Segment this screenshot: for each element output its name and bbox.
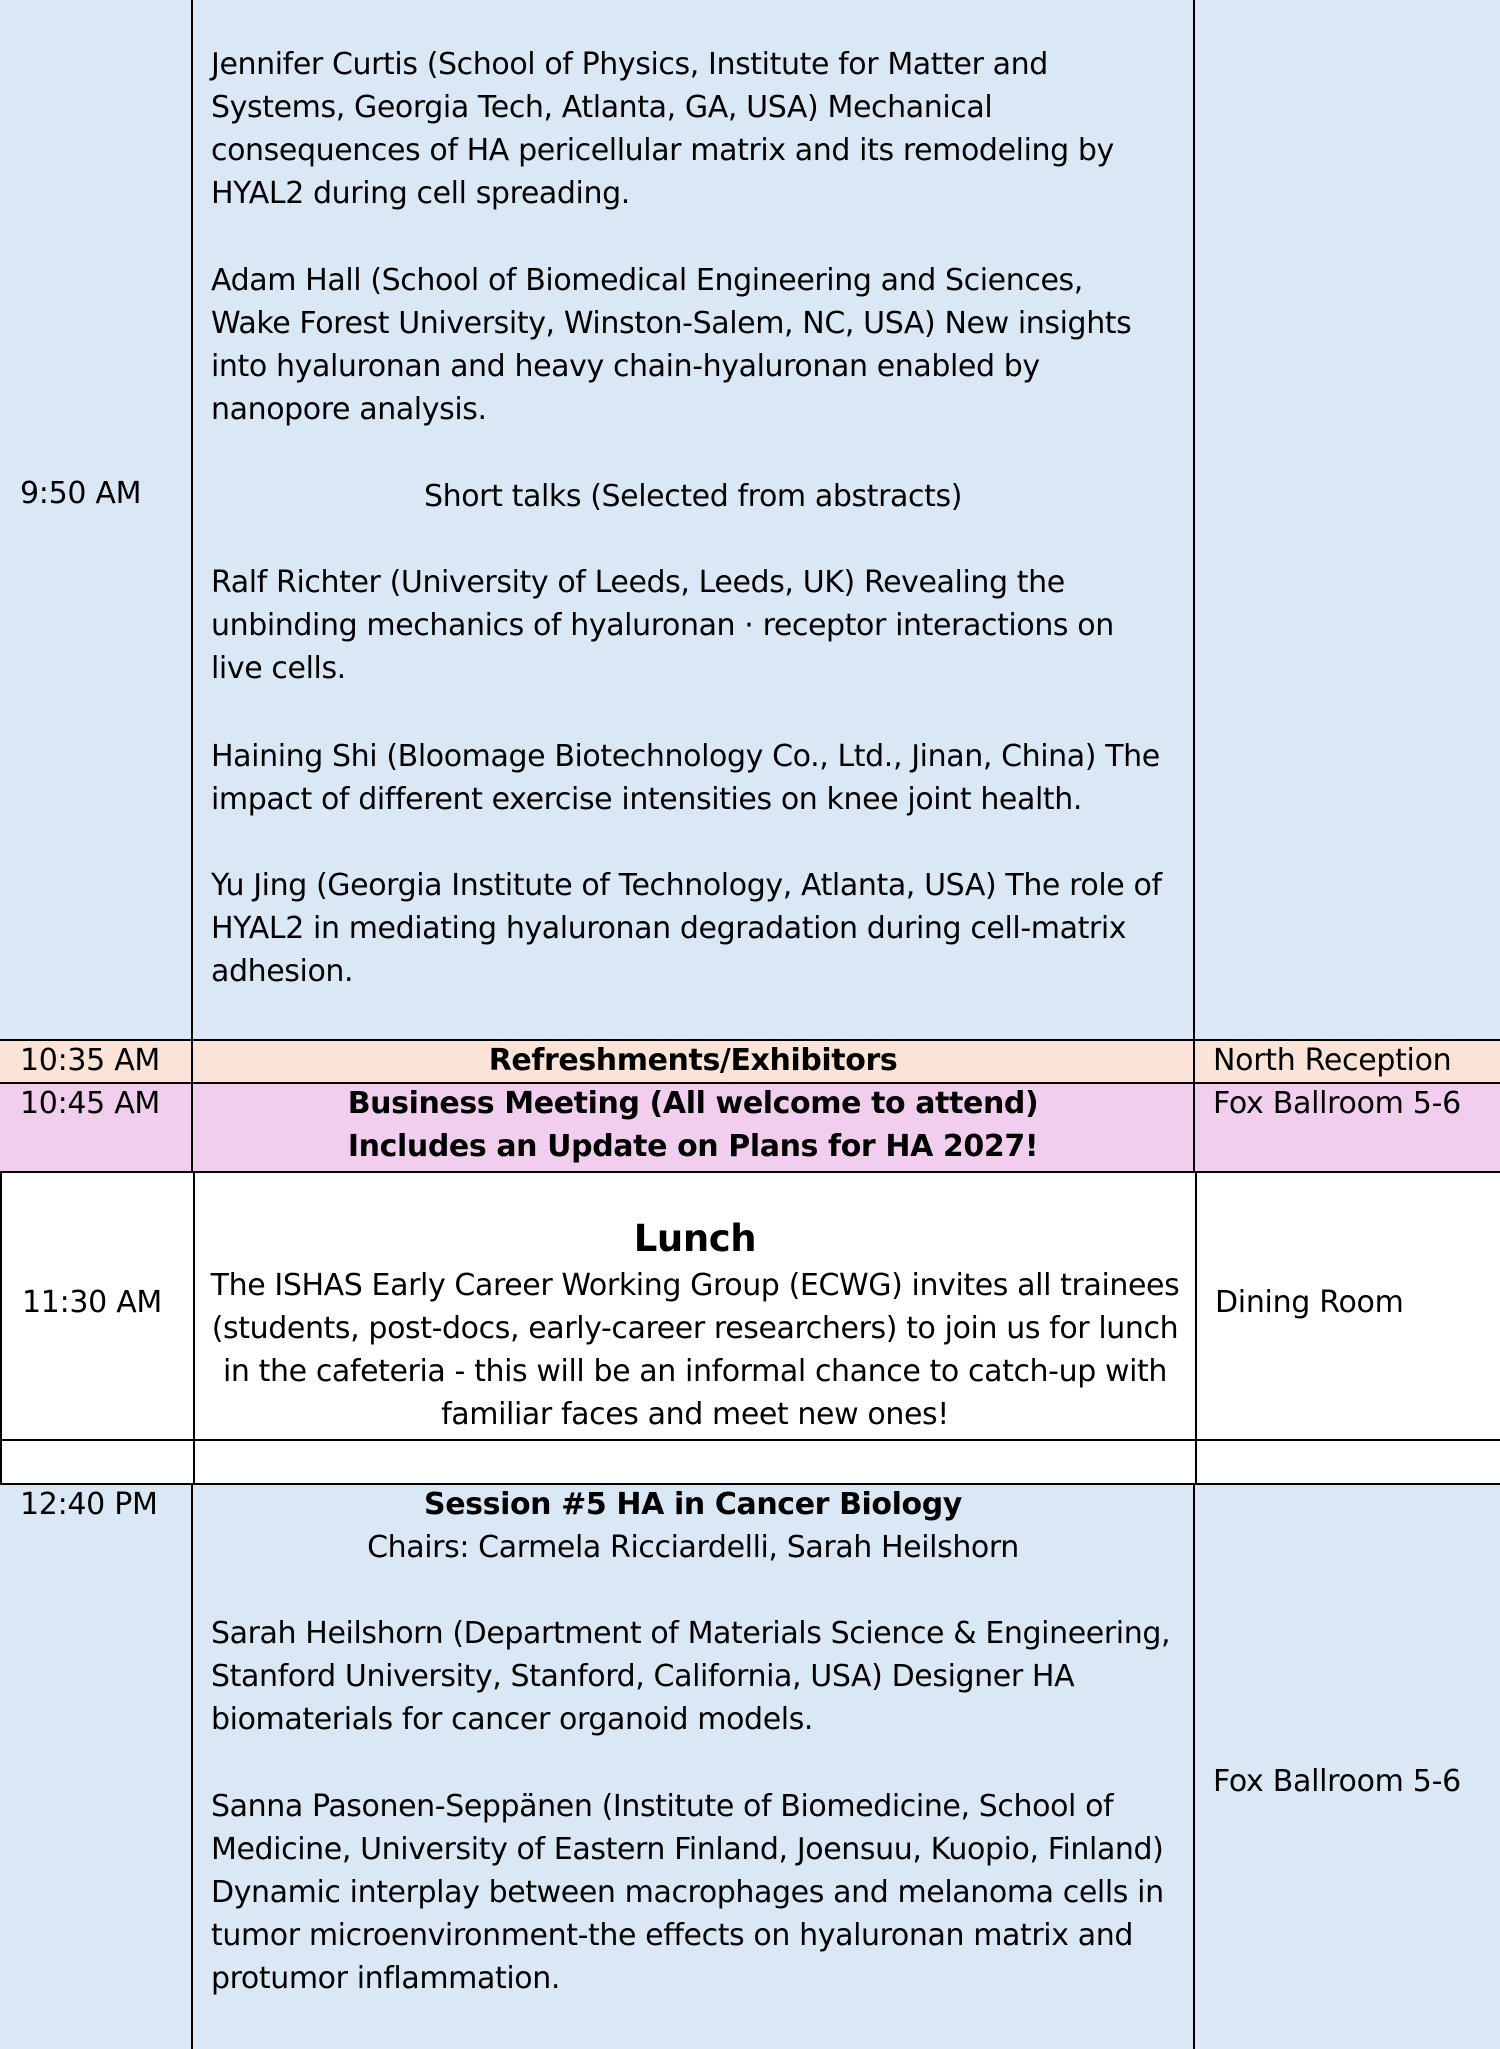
talk-item: Yu Jing (Georgia Institute of Technology, Atlanta, USA) The role of HYAL2 in mediating hyaluronan degradation during cell-matrix adhesion.: [211, 868, 1162, 989]
talk-item: Adam Hall (School of Biomedical Engineering and Sciences, Wake Forest University, Winston-Salem, NC, USA) New insights into hyaluronan and heavy chain-hyaluronan enabled by nanopore analysis.: [211, 263, 1132, 427]
lunch-description: The ISHAS Early Career Working Group (ECWG) invites all trainees (students, post-docs, early-career researchers) to join us for lunch in the cafeteria - this will be an informal chance to catch-up with familiar faces and meet new ones!: [210, 1268, 1180, 1432]
session-chairs: Chairs: Carmela Ricciardelli, Sarah Heilshorn: [367, 1530, 1019, 1565]
session-title: Session #5 HA in Cancer Biology: [424, 1487, 962, 1522]
content-cell: [193, 1485, 1195, 2049]
content-cell: [193, 1041, 1195, 1083]
event-subtitle: Includes an Update on Plans for HA 2027!: [347, 1129, 1039, 1164]
short-talks-heading: Short talks (Selected from abstracts): [423, 479, 963, 514]
time-cell: [2, 1173, 195, 1441]
session-time: 10:35 AM: [20, 1043, 160, 1078]
session-time: 9:50 AM: [20, 476, 142, 511]
talk-item: Ralf Richter (University of Leeds, Leeds, UK) Revealing the unbinding mechanics of hyaluronan · receptor interactions on live cells.: [211, 565, 1114, 686]
time-cell: [0, 1084, 193, 1172]
session-time: 12:40 PM: [20, 1487, 158, 1522]
talk-item: Haining Shi (Bloomage Biotechnology Co., Ltd., Jinan, China) The impact of different exercise intensities on knee joint health.: [211, 739, 1160, 817]
session-row-1035: [0, 1039, 1500, 1083]
room-cell: [1197, 1173, 1500, 1441]
session-time: 11:30 AM: [22, 1285, 162, 1320]
room-name: Fox Ballroom 5-6: [1213, 1764, 1461, 1799]
time-cell: [0, 1041, 193, 1083]
session-time: 10:45 AM: [20, 1086, 160, 1121]
content-cell: [193, 1084, 1195, 1172]
room-cell: [1195, 1485, 1500, 2049]
room-cell: [1197, 1441, 1500, 1485]
time-cell: [0, 1485, 193, 2049]
session-row-1045: [0, 1082, 1500, 1172]
room-cell: [1195, 1084, 1500, 1172]
content-cell: [195, 1441, 1197, 1485]
event-title: Refreshments/Exhibitors: [488, 1043, 898, 1078]
room-name: Fox Ballroom 5-6: [1213, 1086, 1461, 1121]
room-cell: [1195, 0, 1500, 1039]
room-cell: [1195, 1041, 1500, 1083]
lunch-title: Lunch: [633, 1217, 757, 1260]
spacer-row: [0, 1439, 1500, 1485]
session-row-1240: [0, 1483, 1500, 2049]
content-cell: [193, 0, 1195, 1039]
talk-item: Jennifer Curtis (School of Physics, Institute for Matter and Systems, Georgia Tech, Atlanta, GA, USA) Mechanical consequences of HA pericellular matrix and its remodeling by HYAL2 during cell spreading.: [211, 47, 1114, 211]
room-name: North Reception: [1213, 1043, 1452, 1078]
event-title: Business Meeting (All welcome to attend): [347, 1086, 1039, 1121]
time-cell: [2, 1441, 195, 1485]
content-cell: [195, 1173, 1197, 1441]
talk-item: Sanna Pasonen-Seppänen (Institute of Biomedicine, School of Medicine, University of Eastern Finland, Joensuu, Kuopio, Finland) Dynamic interplay between macrophages and melanoma cells in tumor microenvironment-the effects on hyaluronan matrix and protumor inflammation.: [211, 1789, 1164, 1996]
room-name: Dining Room: [1215, 1285, 1404, 1320]
time-cell: [0, 0, 193, 1039]
session-row-1130: [0, 1171, 1500, 1441]
talk-item: Sarah Heilshorn (Department of Materials Science & Engineering, Stanford University, Stanford, California, USA) Designer HA biomaterials for cancer organoid models.: [211, 1616, 1171, 1737]
